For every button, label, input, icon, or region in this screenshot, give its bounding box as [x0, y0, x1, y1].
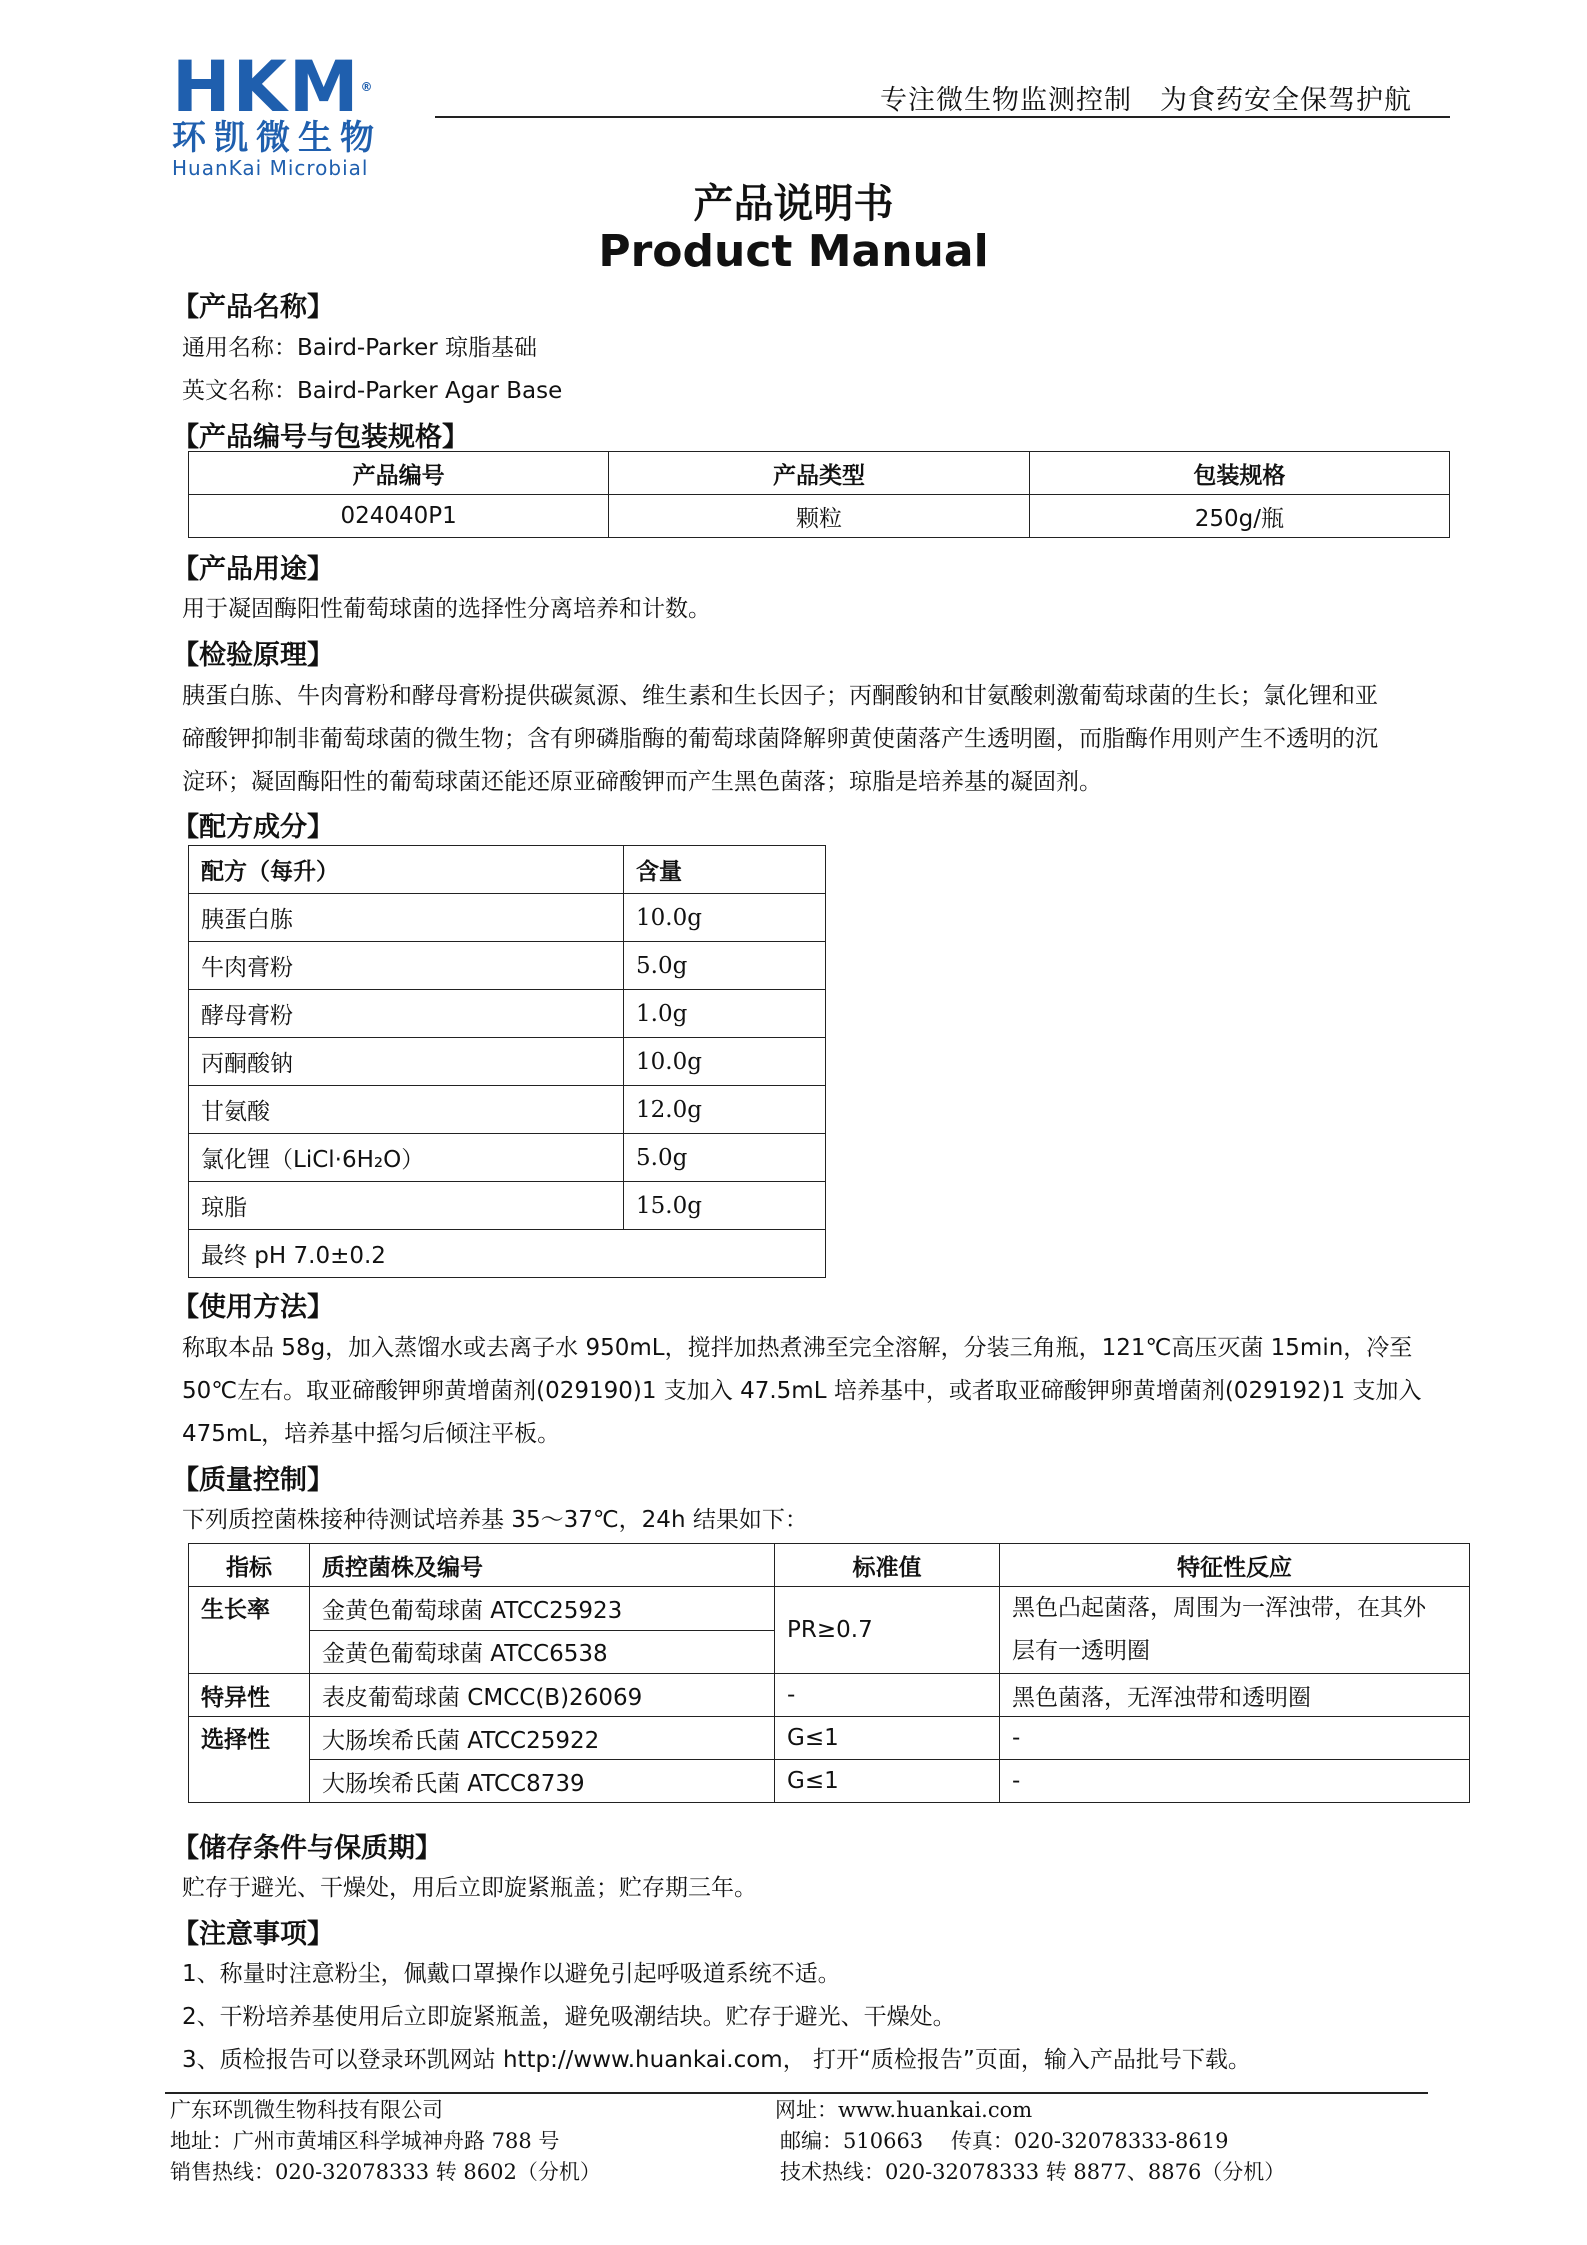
table-row [189, 1182, 826, 1230]
table-row [189, 942, 826, 990]
footer-sales-hotline: 销售热线：020-32078333 转 8602（分机） [170, 2160, 601, 2184]
table-row [189, 1717, 1470, 1760]
ingredient: 酵母膏粉 [189, 990, 624, 1038]
qc-standard: - [775, 1674, 1000, 1717]
footer-company: 广东环凯微生物科技有限公司 [170, 2098, 443, 2122]
table-cell: 250g/瓶 [1029, 495, 1449, 538]
section-heading-formula: 【配方成分】 [172, 812, 334, 843]
footer-divider [165, 2092, 1428, 2094]
common-name: 通用名称：Baird-Parker 琼脂基础 [182, 335, 538, 361]
ingredient: 琼脂 [189, 1182, 624, 1230]
method-line: 50℃左右。取亚碲酸钾卵黄增菌剂(029190)1 支加入 47.5mL 培养基中，或者取亚碲酸钾卵黄增菌剂(029192)1 支加入 [182, 1378, 1422, 1404]
qc-reaction: - [1000, 1760, 1470, 1803]
amount: 10.0g [624, 1038, 826, 1086]
table-header: 标准值 [775, 1544, 1000, 1587]
table-row [189, 1086, 826, 1134]
use-text: 用于凝固酶阳性葡萄球菌的选择性分离培养和计数。 [182, 596, 711, 622]
table-header: 产品类型 [609, 452, 1029, 495]
note-item: 3、质检报告可以登录环凯网站 http://www.huankai.com， 打开“质检报告”页面，输入产品批号下载。 [182, 2047, 1251, 2073]
package-table [188, 451, 1450, 538]
method-line: 称取本品 58g，加入蒸馏水或去离子水 950mL，搅拌加热煮沸至完全溶解，分装三角瓶，121℃高压灭菌 15min，冷至 [182, 1335, 1413, 1361]
table-row [189, 1038, 826, 1086]
logo-cn: 环凯微生物 [172, 118, 382, 158]
header-divider [435, 116, 1450, 118]
section-heading-principle: 【检验原理】 [172, 640, 334, 671]
slogan: 专注微生物监测控制 为食药安全保驾护航 [880, 85, 1412, 116]
table-header: 特征性反应 [1000, 1544, 1470, 1587]
storage-text: 贮存于避光、干燥处，用后立即旋紧瓶盖；贮存期三年。 [182, 1875, 757, 1901]
table-header-row [189, 452, 1450, 495]
qc-category: 特异性 [189, 1674, 310, 1717]
table-cell: 颗粒 [609, 495, 1029, 538]
ingredient: 甘氨酸 [189, 1086, 624, 1134]
qc-intro: 下列质控菌株接种待测试培养基 35～37℃，24h 结果如下： [182, 1507, 808, 1533]
ingredient: 氯化锂（LiCl·6H₂O） [189, 1134, 624, 1182]
amount: 15.0g [624, 1182, 826, 1230]
note-item: 2、干粉培养基使用后立即旋紧瓶盖，避免吸潮结块。贮存于避光、干燥处。 [182, 2004, 956, 2030]
table-row [189, 1587, 1470, 1631]
final-ph: 最终 pH 7.0±0.2 [189, 1230, 826, 1278]
formula-table [188, 845, 826, 1278]
table-header: 含量 [624, 846, 826, 894]
section-heading-use: 【产品用途】 [172, 554, 334, 585]
table-row [189, 1674, 1470, 1717]
table-header-row [189, 1544, 1470, 1587]
footer-tech-hotline: 技术热线：020-32078333 转 8877、8876（分机） [780, 2160, 1286, 2184]
logo-en: HuanKai Microbial [172, 156, 369, 180]
principle-line: 胰蛋白胨、牛肉膏粉和酵母膏粉提供碳氮源、维生素和生长因子；丙酮酸钠和甘氨酸刺激葡萄球菌的生长；氯化锂和亚 [182, 683, 1378, 709]
table-header: 配方（每升） [189, 846, 624, 894]
amount: 12.0g [624, 1086, 826, 1134]
footer-website[interactable]: 网址：www.huankai.com [775, 2098, 1033, 2122]
qc-strain: 金黄色葡萄球菌 ATCC6538 [310, 1630, 775, 1674]
table-row [189, 990, 826, 1038]
registered-mark: ® [360, 80, 375, 94]
table-header: 产品编号 [189, 452, 609, 495]
qc-strain: 表皮葡萄球菌 CMCC(B)26069 [310, 1674, 775, 1717]
section-heading-package: 【产品编号与包装规格】 [172, 422, 469, 453]
table-header: 质控菌株及编号 [310, 1544, 775, 1587]
table-row [189, 495, 1450, 538]
ingredient: 胰蛋白胨 [189, 894, 624, 942]
qc-category: 选择性 [189, 1717, 310, 1803]
section-heading-qc: 【质量控制】 [172, 1465, 334, 1496]
table-row [189, 894, 826, 942]
section-heading-method: 【使用方法】 [172, 1292, 334, 1323]
footer-postcode-fax: 邮编：510663 传真：020-32078333-8619 [780, 2129, 1229, 2153]
company-logo [172, 46, 432, 180]
principle-line: 淀环；凝固酶阳性的葡萄球菌还能还原亚碲酸钾而产生黑色菌落；琼脂是培养基的凝固剂。 [182, 769, 1102, 795]
qc-strain: 大肠埃希氏菌 ATCC8739 [310, 1760, 775, 1803]
amount: 10.0g [624, 894, 826, 942]
table-cell: 024040P1 [189, 495, 609, 538]
qc-table [188, 1543, 1470, 1803]
section-heading-notes: 【注意事项】 [172, 1919, 334, 1950]
qc-standard: G≤1 [775, 1717, 1000, 1760]
page-title-en: Product Manual [598, 226, 989, 277]
amount: 1.0g [624, 990, 826, 1038]
note-item: 1、称量时注意粉尘，佩戴口罩操作以避免引起呼吸道系统不适。 [182, 1961, 841, 1987]
ingredient: 丙酮酸钠 [189, 1038, 624, 1086]
qc-reaction: 黑色凸起菌落，周围为一浑浊带，在其外 层有一透明圈 [1000, 1587, 1470, 1674]
table-header-row [189, 846, 826, 894]
table-header: 指标 [189, 1544, 310, 1587]
qc-category: 生长率 [189, 1587, 310, 1674]
ingredient: 牛肉膏粉 [189, 942, 624, 990]
english-name: 英文名称：Baird-Parker Agar Base [182, 378, 563, 404]
table-row [189, 1760, 1470, 1803]
qc-strain: 大肠埃希氏菌 ATCC25922 [310, 1717, 775, 1760]
qc-standard: PR≥0.7 [775, 1587, 1000, 1674]
section-heading-storage: 【储存条件与保质期】 [172, 1833, 442, 1864]
table-row [189, 1134, 826, 1182]
table-row [189, 1230, 826, 1278]
method-line: 475mL，培养基中摇匀后倾注平板。 [182, 1421, 561, 1447]
section-heading-name: 【产品名称】 [172, 292, 334, 323]
footer-address: 地址：广州市黄埔区科学城神舟路 788 号 [170, 2129, 560, 2153]
amount: 5.0g [624, 1134, 826, 1182]
amount: 5.0g [624, 942, 826, 990]
page-title-cn: 产品说明书 [693, 181, 894, 227]
qc-reaction: 黑色菌落，无浑浊带和透明圈 [1000, 1674, 1470, 1717]
table-header: 包装规格 [1029, 452, 1449, 495]
principle-line: 碲酸钾抑制非葡萄球菌的微生物；含有卵磷脂酶的葡萄球菌降解卵黄使菌落产生透明圈，而脂酶作用则产生不透明的沉 [182, 726, 1378, 752]
qc-standard: G≤1 [775, 1760, 1000, 1803]
qc-reaction: - [1000, 1717, 1470, 1760]
qc-strain: 金黄色葡萄球菌 ATCC25923 [310, 1587, 775, 1631]
logo-letters: HKM® [172, 46, 375, 128]
